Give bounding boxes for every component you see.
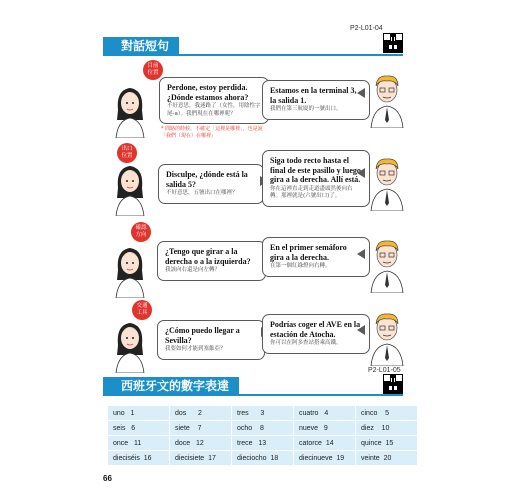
number-word: dos — [175, 409, 187, 417]
number-cell — [170, 451, 232, 466]
topic-badge — [131, 222, 151, 242]
number-digit: 1 — [130, 409, 135, 417]
chinese-translation: 你在這裡直走到走道盡頭然後向右轉。那裡就是(六號出口)了。 — [270, 185, 353, 199]
number-cell — [232, 436, 294, 451]
man-illustration — [367, 70, 407, 128]
speech-bubble-right — [262, 80, 370, 120]
numbers-table — [107, 405, 418, 466]
badge-line: 方向 — [135, 232, 147, 238]
badge-line: 位置 — [121, 153, 133, 159]
number-cell — [294, 436, 356, 451]
woman-illustration — [110, 315, 150, 373]
bubble-tail — [357, 88, 365, 98]
number-cell — [232, 451, 294, 466]
section-title: 西班牙文的數字表達 — [115, 377, 239, 396]
spanish-sentence: ¿Tengo que girar a la derecha o a la izquierda? — [165, 247, 251, 266]
number-word: dieciocho — [237, 454, 267, 462]
spanish-sentence: En el primer semáforo gira a la derecha. — [270, 243, 347, 262]
badge-line: 確認 — [135, 225, 147, 231]
chinese-translation: 不好意思，我迷路了（女性，用陰性字尾-a）。我們現在在哪裡呢？ — [167, 103, 261, 117]
number-word: seis — [113, 424, 126, 432]
woman-illustration — [110, 80, 150, 138]
number-word: uno — [113, 409, 125, 417]
number-word: tres — [237, 409, 249, 417]
number-word: diez — [361, 424, 374, 432]
usage-note: * 問路的時候，不確定「這裡是哪裡」，也是說「我們（現在）在哪裡」 — [161, 126, 263, 139]
chinese-translation: 不好意思，五號出口在哪裡？ — [166, 190, 238, 196]
number-digit: 14 — [325, 439, 334, 447]
bubble-tail — [357, 325, 365, 335]
spanish-sentence: Siga todo recto hasta el final de este pasillo y luego gira a la derecha. Allí está. — [270, 156, 361, 184]
number-cell — [108, 421, 170, 436]
number-word: cuatro — [299, 409, 319, 417]
spanish-sentence: Disculpe, ¿dónde está la salida 5? — [166, 170, 248, 189]
number-word: doce — [175, 439, 191, 447]
number-digit: 12 — [196, 439, 204, 447]
number-word: siete — [175, 424, 190, 432]
bubble-tail — [357, 249, 365, 259]
number-digit: 18 — [270, 454, 279, 462]
badge-line: 交通 — [136, 303, 148, 309]
number-cell — [170, 436, 232, 451]
chinese-translation: 你可以在阿多查站搭乘高鐵。 — [270, 340, 342, 346]
speech-bubble-right — [262, 150, 370, 207]
number-word: trece — [237, 439, 253, 447]
chinese-translation: 我們在第三航廈的一號出口。 — [270, 106, 342, 112]
number-word: nueve — [299, 424, 319, 432]
number-digit: 5 — [385, 409, 390, 417]
speech-bubble-left — [157, 241, 266, 281]
number-cell — [108, 451, 170, 466]
number-digit: 17 — [208, 454, 216, 462]
table-row — [108, 406, 418, 421]
chinese-translation: 我該向右還是向左轉？ — [165, 267, 221, 273]
number-cell — [356, 421, 418, 436]
number-word: once — [113, 439, 129, 447]
number-digit: 9 — [323, 424, 328, 432]
section-rule — [115, 54, 403, 56]
spanish-sentence: Estamos en la terminal 3, la salida 1. — [270, 86, 357, 105]
number-digit: 8 — [259, 424, 264, 432]
number-cell — [294, 451, 356, 466]
table-row — [108, 421, 418, 436]
number-cell — [232, 406, 294, 421]
number-cell — [356, 436, 418, 451]
number-digit: 19 — [336, 454, 345, 462]
number-digit: 6 — [131, 424, 136, 432]
number-cell — [170, 421, 232, 436]
man-illustration — [367, 308, 407, 366]
number-digit: 3 — [260, 409, 265, 417]
section-header-numbers — [103, 377, 403, 396]
number-word: diecisiete — [175, 454, 205, 462]
number-cell — [170, 406, 232, 421]
bubble-tail — [357, 168, 365, 178]
number-digit: 10 — [381, 424, 390, 432]
topic-badge — [143, 60, 163, 80]
number-word: diecinueve — [299, 454, 333, 462]
spanish-sentence: Perdone, estoy perdida. ¿Dónde estamos ahora? — [167, 83, 249, 102]
woman-illustration — [110, 158, 150, 216]
number-cell — [108, 406, 170, 421]
man-illustration — [367, 235, 407, 293]
number-digit: 4 — [324, 409, 329, 417]
speech-bubble-left — [158, 164, 264, 204]
chinese-translation: 在第一個紅綠燈向右轉。 — [270, 263, 331, 269]
spanish-sentence: Podrías coger el AVE en la estación de Atocha. — [270, 320, 361, 339]
number-digit: 15 — [385, 439, 394, 447]
number-word: ocho — [237, 424, 253, 432]
number-word: catorce — [299, 439, 322, 447]
number-word: veinte — [361, 454, 380, 462]
table-row — [108, 436, 418, 451]
speech-bubble-right — [262, 237, 370, 277]
number-cell — [356, 451, 418, 466]
section-header-dialogue — [103, 37, 403, 56]
page-number: 66 — [103, 474, 112, 483]
topic-badge — [132, 300, 152, 320]
number-digit: 11 — [134, 439, 142, 447]
badge-line: 位置 — [147, 70, 159, 76]
table-row — [108, 451, 418, 466]
number-word: dieciséis — [113, 454, 140, 462]
number-word: cinco — [361, 409, 378, 417]
number-cell — [294, 421, 356, 436]
section-rule — [115, 394, 403, 396]
number-digit: 13 — [258, 439, 267, 447]
badge-line: 工具 — [136, 310, 148, 316]
number-word: quince — [361, 439, 382, 447]
woman-illustration — [110, 240, 150, 298]
chinese-translation: 我要如何才能到塞維亞？ — [165, 346, 226, 352]
number-cell — [356, 406, 418, 421]
number-cell — [232, 421, 294, 436]
speech-bubble-right — [262, 314, 370, 354]
number-cell — [294, 406, 356, 421]
number-cell — [108, 436, 170, 451]
badge-line: 出口 — [121, 146, 133, 152]
speech-bubble-left — [157, 320, 265, 360]
number-digit: 16 — [143, 454, 152, 462]
section-title: 對話短句 — [115, 37, 179, 56]
badge-line: 目前 — [147, 63, 159, 69]
spanish-sentence: ¿Cómo puedo llegar a Sevilla? — [165, 326, 240, 345]
track-code-1: P2-L01-04 — [350, 25, 383, 32]
number-digit: 2 — [197, 409, 202, 417]
number-digit: 7 — [197, 424, 202, 432]
track-code-2: P2-L01-05 — [368, 367, 401, 374]
topic-badge — [117, 143, 137, 163]
number-digit: 20 — [383, 454, 392, 462]
speech-bubble-left — [159, 77, 269, 124]
man-illustration — [367, 153, 407, 211]
